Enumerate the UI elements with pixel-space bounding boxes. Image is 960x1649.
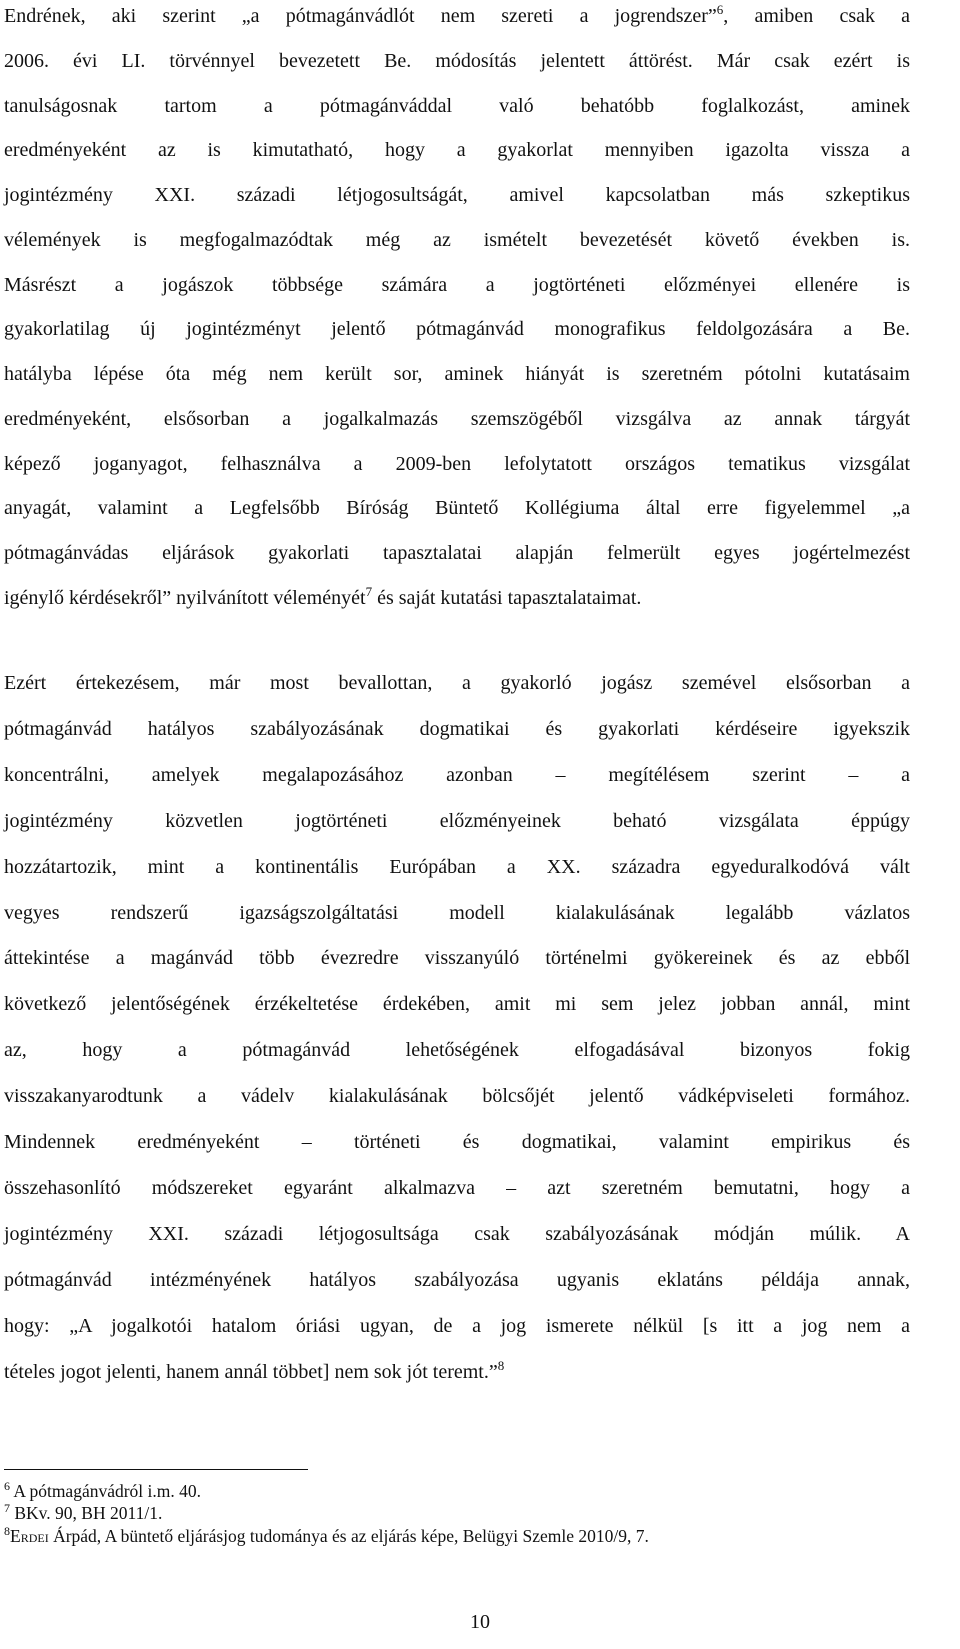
text-line: [4, 1220, 910, 1248]
line-text: Ezért értekezésem, már most bevallottan, a gyakorló jogász szemével elsősorban a: [4, 672, 910, 694]
text-line: [4, 136, 910, 164]
text-line: [4, 715, 910, 743]
text-line: [4, 1358, 910, 1386]
line-text: hogy: „A jogalkotói hatalom óriási ugyan, de a jog ismerete nélkül [s itt a jog nem a: [4, 1314, 910, 1337]
footnote-7-number: 7: [4, 1501, 10, 1515]
line-text: Mindennek eredményeként – történeti és dogmatikai, valamint empirikus és: [4, 1131, 910, 1153]
line-text: anyagát, valamint a Legfelsőbb Bíróság Büntető Kollégiuma által erre figyelemmel „a: [4, 497, 910, 520]
text-line: [4, 92, 910, 120]
text-line: [4, 990, 910, 1018]
text-line: [4, 669, 910, 697]
line-text: tanulságosnak tartom a pótmagánváddal való behatóbb foglalkozást, aminek: [4, 94, 910, 117]
footnote-7: [4, 1502, 910, 1524]
text-line: [4, 271, 910, 299]
footnote-8-number: 8: [4, 1524, 10, 1538]
text-line: [4, 944, 910, 972]
line-text: pótmagánvádas eljárások gyakorlati tapasztalatai alapján felmerült egyes jogértelmezést: [4, 542, 910, 564]
footnote-ref: 7: [365, 583, 373, 599]
text-line: [4, 1266, 910, 1294]
text-line: [4, 2, 910, 30]
line-text: igénylő kérdésekről” nyilvánított véleményét: [4, 586, 366, 609]
line-text: az, hogy a pótmagánvád lehetőségének elfogadásával bizonyos fokig: [4, 1039, 910, 1062]
line-text: , amiben csak a: [723, 5, 911, 27]
line-text: jogintézmény közvetlen jogtörténeti előzményeinek beható vizsgálata éppúgy: [4, 809, 910, 832]
footnote-ref: 6: [716, 2, 724, 17]
footnote-8-author: Erdei: [10, 1526, 49, 1546]
footnote-6-number: 6: [4, 1479, 10, 1493]
line-text: pótmagánvád intézményének hatályos szabályozása ugyanis eklatáns példája annak,: [4, 1268, 910, 1291]
text-line: [4, 315, 910, 343]
line-text: jogintézmény XXI. századi létjogosultsága csak szabályozásának módján múlik. A: [4, 1222, 910, 1245]
text-line: [4, 899, 910, 927]
line-text: gyakorlatilag új jogintézményt jelentő pótmagánvád monografikus feldolgozására a Be.: [4, 318, 910, 341]
line-text: összehasonlító módszereket egyaránt alkalmazva – azt szeretném bemutatni, hogy a: [4, 1176, 910, 1199]
text-line: [4, 1312, 910, 1340]
page-number: 10: [470, 1611, 490, 1633]
line-text: hozzátartozik, mint a kontinentális Európában a XX. századra egyeduralkodóvá vált: [4, 855, 910, 878]
line-text: jogintézmény XXI. századi létjogosultságát, amivel kapcsolatban más szkeptikus: [4, 184, 910, 206]
footnote-7-text: BKv. 90, BH 2011/1.: [10, 1503, 163, 1523]
line-text: vélemények is megfogalmazódtak még az ismételt bevezetését követő években is.: [4, 228, 910, 251]
line-text: áttekintése a magánvád több évezredre visszanyúló történelmi gyökereinek és az ebből: [4, 947, 910, 970]
text-line: [4, 360, 910, 388]
text-line: [4, 584, 910, 612]
text-line: [4, 1036, 910, 1064]
text-line: [4, 1082, 910, 1110]
line-text: tételes jogot jelenti, hanem annál többet] nem sok jót teremt.”: [4, 1360, 498, 1383]
text-line: [4, 853, 910, 881]
footnote-6-text: A pótmagánvádról i.m. 40.: [10, 1481, 202, 1501]
footnote-8-text: Árpád, A büntető eljárásjog tudománya és az eljárás képe, Belügyi Szemle 2010/9, 7.: [48, 1526, 649, 1546]
text-line: [4, 494, 910, 522]
line-text: koncentrálni, amelyek megalapozásához azonban – megítélésem szerint – a: [4, 763, 910, 786]
line-text: hatályba lépése óta még nem került sor, aminek hiányát is szeretném pótolni kutatásaim: [4, 363, 910, 385]
line-text: eredményeként, elsősorban a jogalkalmazás szemszögéből vizsgálva az annak tárgyát: [4, 407, 910, 430]
text-line: [4, 539, 910, 567]
footnote-separator: [4, 1469, 308, 1470]
text-line: [4, 1174, 910, 1202]
line-text: képező joganyagot, felhasználva a 2009-ben lefolytatott országos tematikus vizsgálat: [4, 452, 910, 475]
text-line: [4, 807, 910, 835]
line-text: és saját kutatási tapasztalataimat.: [372, 586, 642, 609]
text-line: [4, 1128, 910, 1156]
line-text: visszakanyarodtunk a vádelv kialakulásának bölcsőjét jelentő vádképviseleti formához.: [4, 1085, 910, 1108]
line-text: 2006. évi LI. törvénnyel bevezetett Be. módosítás jelentett áttörést. Már csak ezért is: [4, 49, 910, 72]
text-line: [4, 181, 910, 209]
text-line: [4, 47, 910, 75]
line-text: Endrének, aki szerint „a pótmagánvádlót nem szereti a jogrendszer”: [4, 5, 717, 27]
line-text: eredményeként az is kimutatható, hogy a gyakorlat mennyiben igazolta vissza a: [4, 139, 910, 162]
text-line: [4, 450, 910, 478]
text-line: [4, 761, 910, 789]
footnote-8: [4, 1525, 910, 1547]
line-text: vegyes rendszerű igazságszolgáltatási modell kialakulásának legalább vázlatos: [4, 901, 910, 924]
footnote-6: [4, 1480, 910, 1502]
text-line: [4, 226, 910, 254]
line-text: következő jelentőségének érzékeltetése érdekében, amit mi sem jelez jobban annál, mint: [4, 993, 910, 1016]
line-text: Másrészt a jogászok többsége számára a jogtörténeti előzményei ellenére is: [4, 273, 910, 296]
text-line: [4, 405, 910, 433]
footnote-ref: 8: [497, 1357, 505, 1373]
line-text: pótmagánvád hatályos szabályozásának dogmatikai és gyakorlati kérdéseire igyekszik: [4, 717, 910, 740]
